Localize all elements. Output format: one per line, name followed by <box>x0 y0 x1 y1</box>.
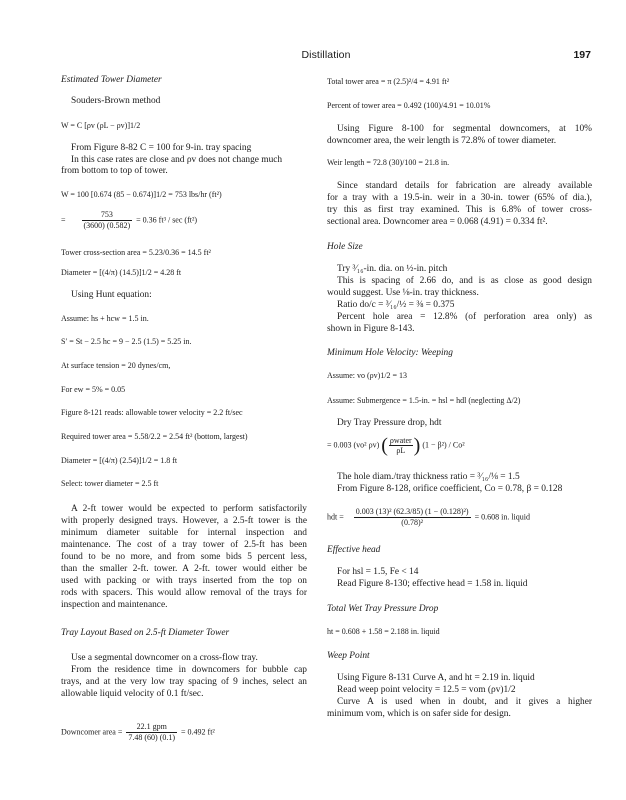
paragraph-line: trays, and at the very low tray spacing of 9 inches, select an <box>61 677 307 687</box>
paragraph-line: Read Figure 8-130; effective head = 1.58 in. liquid <box>337 579 528 589</box>
paragraph-line: for a tray with a 19.5-in. weir in a 30-in. tower (65% of dia.), <box>327 193 592 203</box>
page-header <box>61 49 591 63</box>
paragraph-line: From Figure 8-128, orifice coefficient, Co = 0.78, β = 0.128 <box>337 484 563 494</box>
paragraph-line: A 2-ft tower would be expected to perform satisfactorily <box>71 504 307 514</box>
numerator: ρwater <box>389 436 412 445</box>
method-name: Souders-Brown method <box>71 96 161 106</box>
fraction <box>354 507 471 528</box>
equation-result: = 0.492 ft² <box>181 727 215 737</box>
paragraph-line: than the smaller 2-ft. tower. A 2-ft. tower would either be <box>61 564 307 574</box>
section-heading-effective-head: Effective head <box>327 545 381 555</box>
paragraph-line: For hsl = 1.5, Fe < 14 <box>337 567 419 577</box>
paragraph-line: maintenance. The cost of a tray tower of 2.5-ft has been <box>61 540 307 550</box>
fraction <box>82 210 133 231</box>
paragraph-line: with properly designed trays. However, a 2.5-ft tower is the <box>61 516 307 526</box>
assumption-line: Assume: hs + hcw = 1.5 in. <box>61 314 149 323</box>
paragraph-line: shown in Figure 8-143. <box>327 324 415 334</box>
paragraph-line: minimum diameter suitable for internal inspection and <box>61 528 307 538</box>
numerator: 22.1 gpm <box>126 722 177 733</box>
paragraph-line: would suggest. Use ⅛-in. tray thickness. <box>327 288 479 298</box>
paragraph-line: try this as first tray examined. This is 6.8% of tower cross- <box>327 205 592 215</box>
paragraph-line: Using Figure 8-100 for segmental downcomers, at 10% <box>337 124 592 134</box>
denominator: (3600) (0.582) <box>83 221 131 230</box>
paragraph-line: used with packing or with trays inserted from the top on <box>61 576 307 586</box>
paragraph-line: Use a segmental downcomer on a cross-flow tray. <box>71 653 258 663</box>
paragraph-line: The hole diam./tray thickness ratio = ³⁄₁₆/⅛ = 1.5 <box>337 472 520 482</box>
equation-w: W = 100 [0.674 (85 − 0.674)]1/2 = 753 lbs/hr (ft²) <box>61 190 222 199</box>
equation-diameter: Diameter = [(4/π) (14.5)]1/2 = 4.28 ft <box>61 268 182 277</box>
paragraph-line: found to be no more, and from some bids 5 percent less, <box>61 552 307 562</box>
paragraph-line: from bottom to top of tower. <box>61 166 168 176</box>
assumption-line: Assume: vo (ρv)1/2 = 13 <box>327 371 408 380</box>
condition-line: For ew = 5% = 0.05 <box>61 385 126 394</box>
paragraph-line: Percent hole area = 12.8% (of perforation area only) as <box>337 312 592 322</box>
denominator: (0.78)² <box>401 518 424 527</box>
paragraph-line: Read weep point velocity = 12.5 = vom (ρv)1/2 <box>337 685 516 695</box>
equation-prefix: = 0.003 (vo² ρv) <box>327 440 380 450</box>
equation-diameter: Diameter = [(4/π) (2.54)]1/2 = 1.8 ft <box>61 456 178 465</box>
paragraph-line: This is spacing of 2.66 do, and is as close as good design <box>337 276 592 286</box>
equation-prefix: = <box>61 215 66 225</box>
equation-prefix: hdt = <box>327 512 344 522</box>
section-heading-tray-layout: Tray Layout Based on 2.5-ft Diameter Tower <box>61 628 230 638</box>
assumption-line: Assume: Submergence = 1.5-in. = hsl = hdl (neglecting Δ/2) <box>327 396 521 405</box>
paragraph-line: allowable liquid velocity of 0.1 ft/sec. <box>61 689 204 699</box>
paragraph-line: inspection and maintenance. <box>61 600 168 610</box>
figure-reading-line: Figure 8-121 reads: allowable tower velocity = 2.2 ft/sec <box>61 408 243 417</box>
fraction <box>389 436 413 455</box>
equation-cross-section: Tower cross-section area = 5.23/0.36 = 14.5 ft² <box>61 248 211 257</box>
paragraph-line: minimum vom, which is on safer side for design. <box>327 709 511 719</box>
equation-percent-area: Percent of tower area = 0.492 (100)/4.91 = 10.01% <box>327 101 491 110</box>
paragraph-line: Ratio do/c = ³⁄₁₆/½ = ⅜ = 0.375 <box>337 300 455 310</box>
dry-tray-heading: Dry Tray Pressure drop, hdt <box>337 418 442 428</box>
condition-line: At surface tension = 20 dynes/cm, <box>61 361 171 370</box>
denominator: 7.48 (60) (0.1) <box>128 733 176 742</box>
equation-result: = 0.36 ft³ / sec (ft²) <box>136 215 198 225</box>
figure-reference-line: From Figure 8-82 C = 100 for 9-in. tray spacing <box>71 143 252 153</box>
page-number: 197 <box>573 49 591 61</box>
section-heading-tower-diameter: Estimated Tower Diameter <box>61 75 162 85</box>
equation-souders-brown: W = C [ρv (ρL − ρv)]1/2 <box>61 121 141 130</box>
paragraph-line: Curve A is used when in doubt, and it gives a higher <box>337 697 592 707</box>
section-heading-weep-point: Weep Point <box>327 651 370 661</box>
equation-prefix: Downcomer area = <box>61 727 123 737</box>
numerator: 753 <box>82 210 133 221</box>
equation-result: (1 − β²) / Co² <box>422 440 465 450</box>
paragraph-line: downcomer area, the weir length is 72.8% of tower diameter. <box>327 136 557 146</box>
paragraph-line: Since standard details for fabrication are already available <box>337 181 592 191</box>
numerator: 0.003 (13)² (62.3/85) (1 − (0.128)²) <box>355 507 469 516</box>
section-heading-hole-size: Hole Size <box>327 242 363 252</box>
paragraph-line: From the residence time in downcomers for bubble cap <box>71 665 307 675</box>
equation-dry-tray <box>327 436 465 455</box>
paragraph-line: In this case rates are close and ρv does not change much <box>71 155 283 165</box>
fraction <box>126 722 177 743</box>
equation-required-area: Required tower area = 5.58/2.2 = 2.54 ft² (bottom, largest) <box>61 432 248 441</box>
equation-ht: ht = 0.608 + 1.58 = 2.188 in. liquid <box>327 627 440 636</box>
equation-velocity <box>61 210 197 231</box>
method-name: Using Hunt equation: <box>71 290 152 300</box>
equation-result: = 0.608 in. liquid <box>474 512 530 522</box>
paragraph-line: Try ³⁄₁₆-in. dia. on ½-in. pitch <box>337 264 448 274</box>
section-heading-min-hole-velocity: Minimum Hole Velocity: Weeping <box>327 348 453 358</box>
paren-group: ( $\frac{\text{ρwater}}{\rho L}$ ) <box>381 434 421 457</box>
equation-downcomer-area <box>61 722 215 743</box>
denominator: ρL <box>396 446 406 455</box>
equation-weir-length: Weir length = 72.8 (30)/100 = 21.8 in. <box>327 158 450 167</box>
paragraph-line: rods with spacers. This would allow removal of the trays for <box>61 588 307 598</box>
section-heading-wet-tray: Total Wet Tray Pressure Drop <box>327 604 439 614</box>
equation-s-prime: S′ = St − 2.5 hc = 9 − 2.5 (1.5) = 5.25 in. <box>61 337 192 346</box>
equation-total-area: Total tower area = π (2.5)²/4 = 4.91 ft² <box>327 77 450 86</box>
paragraph-line: Using Figure 8-131 Curve A, and ht = 2.19 in. liquid <box>337 673 535 683</box>
paragraph-line: sectional area. Downcomer area = 0.068 (4.91) = 0.334 ft². <box>327 217 548 227</box>
running-title: Distillation <box>301 49 351 61</box>
selection-line: Select: tower diameter = 2.5 ft <box>61 479 159 488</box>
equation-hdt <box>327 507 530 528</box>
